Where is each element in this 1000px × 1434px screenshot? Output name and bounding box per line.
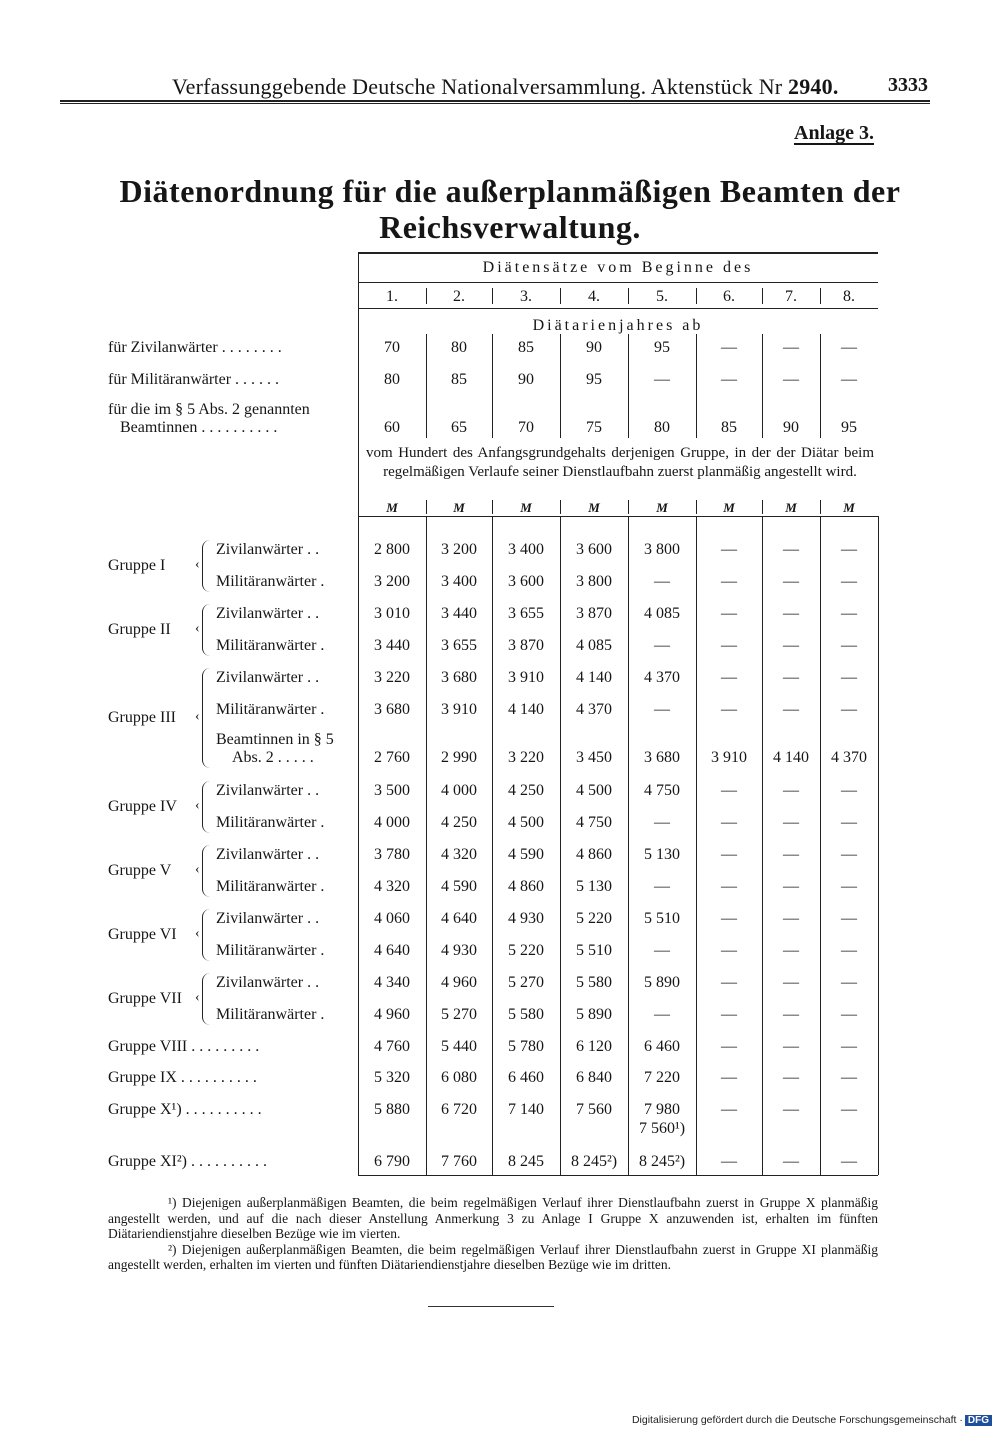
amount-cell: 7 760 xyxy=(441,1153,477,1170)
amount-cell: — xyxy=(783,605,799,622)
group-brace xyxy=(202,973,210,1025)
amount-cell: 3 200 xyxy=(374,573,410,590)
footnote-2: ²) Diejenigen außerplanmäßigen Beamten, die beim regelmäßigen Verlauf ihrer Dienstlaufbahn zuerst in Gruppe XI planmäßig angestellt werden, erhalten im vierten und fünften Diätariendienstjahre dieselben Bezüge wie im dritten. xyxy=(108,1241,878,1272)
amount-cell: — xyxy=(841,814,857,831)
group-label: Gruppe XI²) . . . . . . . . . . xyxy=(108,1153,267,1170)
amount-cell: 8 245²) xyxy=(638,1153,686,1170)
amount-cell: 3 655 xyxy=(508,605,544,622)
col-sep-unit xyxy=(628,500,629,514)
col-sep-head xyxy=(492,288,493,304)
amount-cell: — xyxy=(841,910,857,927)
unit-rule xyxy=(358,516,878,517)
table-top-rule xyxy=(358,252,878,254)
percent-row-label: für Zivilanwärter . . . . . . . . xyxy=(108,339,282,356)
amount-cell: 3 440 xyxy=(441,605,477,622)
amount-cell: — xyxy=(721,1006,737,1023)
amount-cell: — xyxy=(783,782,799,799)
amount-cell: 7 980 xyxy=(644,1101,680,1118)
column-number: 1. xyxy=(386,288,398,305)
amount-cell: 5 270 xyxy=(441,1006,477,1023)
amount-cell: 4 370 xyxy=(576,701,612,718)
amount-cell: 6 120 xyxy=(576,1038,612,1055)
amount-cell: 5 220 xyxy=(508,942,544,959)
amount-cell: — xyxy=(783,1038,799,1055)
percent-value: — xyxy=(783,371,799,388)
group-label: Gruppe III xyxy=(108,709,176,726)
amount-cell: — xyxy=(654,942,670,959)
sub-label: Zivilanwärter . . xyxy=(216,974,320,991)
amount-cell: 8 245 xyxy=(508,1153,544,1170)
amount-cell: — xyxy=(783,701,799,718)
amount-cell: 3 910 xyxy=(508,669,544,686)
amount-cell: 4 960 xyxy=(441,974,477,991)
amount-cell: — xyxy=(654,573,670,590)
amount-cell: 3 200 xyxy=(441,541,477,558)
amount-cell: — xyxy=(783,573,799,590)
amount-cell: — xyxy=(721,1038,737,1055)
brace-point: ‹ xyxy=(195,709,200,724)
table-bottom-rule xyxy=(358,1175,878,1176)
amount-cell: 5 580 xyxy=(508,1006,544,1023)
amount-cell: — xyxy=(721,701,737,718)
unit-symbol: M xyxy=(588,500,600,515)
unit-symbol: M xyxy=(843,500,855,515)
amount-cell: 6 790 xyxy=(374,1153,410,1170)
col-sep-unit xyxy=(492,500,493,514)
group-label: Gruppe VII xyxy=(108,990,182,1007)
amount-cell: — xyxy=(841,1153,857,1170)
percent-value: 75 xyxy=(586,419,602,436)
amount-cell: 5 890 xyxy=(576,1006,612,1023)
col-sep-unit xyxy=(762,500,763,514)
amount-cell: 3 910 xyxy=(711,749,747,766)
amount-cell: 3 680 xyxy=(374,701,410,718)
amount-cell: 5 510 xyxy=(576,942,612,959)
amount-cell-extra: 7 560¹) xyxy=(638,1120,686,1137)
group-label: Gruppe V xyxy=(108,862,172,879)
col-sep-percent xyxy=(560,334,561,438)
amount-cell: 4 250 xyxy=(508,782,544,799)
amount-cell: 4 370 xyxy=(831,749,867,766)
amount-cell: — xyxy=(841,669,857,686)
amount-cell: 4 860 xyxy=(576,846,612,863)
percent-value: 95 xyxy=(586,371,602,388)
sub-label: Zivilanwärter . . xyxy=(216,782,320,799)
amount-cell: 3 220 xyxy=(508,749,544,766)
col-sep-percent xyxy=(628,334,629,438)
percent-value: 90 xyxy=(586,339,602,356)
amount-cell: 3 800 xyxy=(644,541,680,558)
group-brace xyxy=(202,540,210,592)
sub-label: Militäranwärter . xyxy=(216,701,325,718)
amount-cell: — xyxy=(721,814,737,831)
amount-cell: — xyxy=(721,782,737,799)
column-number: 8. xyxy=(843,288,855,305)
group-label: Gruppe VIII . . . . . . . . . xyxy=(108,1038,260,1055)
amount-cell: — xyxy=(721,942,737,959)
amount-cell: 7 560 xyxy=(576,1101,612,1118)
dfg-logo: DFG xyxy=(965,1415,992,1426)
end-rule xyxy=(428,1306,554,1307)
col-sep-unit xyxy=(820,500,821,514)
percent-value: — xyxy=(841,339,857,356)
amount-cell: 3 680 xyxy=(644,749,680,766)
col-sep-body xyxy=(492,516,493,1175)
unit-symbol: M xyxy=(520,500,532,515)
amount-cell: — xyxy=(841,637,857,654)
amount-cell: 4 000 xyxy=(374,814,410,831)
amount-cell: — xyxy=(841,573,857,590)
amount-cell: 4 370 xyxy=(644,669,680,686)
amount-cell: 6 840 xyxy=(576,1069,612,1086)
amount-cell: 3 800 xyxy=(576,573,612,590)
amount-cell: — xyxy=(721,1069,737,1086)
amount-cell: 4 750 xyxy=(644,782,680,799)
sub-label: Zivilanwärter . . xyxy=(216,846,320,863)
percent-row-label: für Militäranwärter . . . . . . xyxy=(108,371,280,388)
percent-value: 85 xyxy=(451,371,467,388)
unit-symbol: M xyxy=(785,500,797,515)
amount-cell: — xyxy=(721,846,737,863)
amount-cell: 4 320 xyxy=(374,878,410,895)
amount-cell: 4 140 xyxy=(508,701,544,718)
amount-cell: 4 340 xyxy=(374,974,410,991)
percent-value: 70 xyxy=(384,339,400,356)
head-rule-1 xyxy=(358,282,878,283)
amount-cell: — xyxy=(654,637,670,654)
amount-cell: — xyxy=(841,605,857,622)
amount-cell: — xyxy=(783,846,799,863)
col-sep-percent xyxy=(492,334,493,438)
amount-cell: — xyxy=(841,1038,857,1055)
amount-cell: 4 085 xyxy=(576,637,612,654)
amount-cell: 3 220 xyxy=(374,669,410,686)
percent-value: 90 xyxy=(518,371,534,388)
amount-cell: — xyxy=(721,637,737,654)
amount-cell: 4 250 xyxy=(441,814,477,831)
amount-cell: 5 440 xyxy=(441,1038,477,1055)
amount-cell: — xyxy=(721,1153,737,1170)
percent-row-label: für die im § 5 Abs. 2 genannten xyxy=(108,401,310,418)
amount-cell: 4 930 xyxy=(441,942,477,959)
col-sep-body xyxy=(628,516,629,1175)
group-label: Gruppe IV xyxy=(108,798,177,815)
brace-point: ‹ xyxy=(195,862,200,877)
group-label: Gruppe X¹) . . . . . . . . . . xyxy=(108,1101,262,1118)
sub-label: Abs. 2 . . . . . xyxy=(232,749,314,766)
col-sep-unit xyxy=(696,500,697,514)
amount-cell: 3 400 xyxy=(508,541,544,558)
percent-value: — xyxy=(721,339,737,356)
sub-label: Zivilanwärter . . xyxy=(216,910,320,927)
footnote-1: ¹) Diejenigen außerplanmäßigen Beamten, die beim regelmäßigen Verlauf ihrer Dienstlaufbahn zuerst in Gruppe X planmäßig angestellt werden, und auf die nach dieser Anstellung Anmerkung 3 zu Anlage I Gruppe X anzuwenden ist, erhalten im fünften Diätariendienstjahre dieselben Bezüge wie im vierten. xyxy=(108,1195,878,1241)
page-title-line1: Diätenordnung für die außerplanmäßigen Beamten der xyxy=(119,173,901,209)
brace-point: ‹ xyxy=(195,621,200,636)
amount-cell: 4 500 xyxy=(508,814,544,831)
amount-cell: 3 780 xyxy=(374,846,410,863)
amount-cell: 3 440 xyxy=(374,637,410,654)
percent-note: vom Hundert des Anfangsgrundgehalts derjenigen Gruppe, in der der Diätar beim regelmäßigen Verlaufe seiner Dienstlaufbahn zuerst planmäßig angestellt wird. xyxy=(366,445,874,480)
doc-number: 2940. xyxy=(788,74,839,99)
amount-cell: — xyxy=(721,605,737,622)
percent-value: — xyxy=(654,371,670,388)
amount-cell: 3 910 xyxy=(441,701,477,718)
amount-cell: — xyxy=(783,974,799,991)
col-sep-percent xyxy=(426,334,427,438)
amount-cell: — xyxy=(783,1006,799,1023)
amount-cell: 3 600 xyxy=(576,541,612,558)
amount-cell: — xyxy=(783,1069,799,1086)
sub-label: Zivilanwärter . . xyxy=(216,669,320,686)
group-brace xyxy=(202,909,210,961)
amount-cell: — xyxy=(721,974,737,991)
amount-cell: — xyxy=(841,846,857,863)
amount-cell: 5 510 xyxy=(644,910,680,927)
amount-cell: — xyxy=(841,1006,857,1023)
percent-value: — xyxy=(783,339,799,356)
percent-value: 95 xyxy=(841,419,857,436)
amount-cell: 4 960 xyxy=(374,1006,410,1023)
amount-cell: — xyxy=(783,541,799,558)
footnotes xyxy=(108,1195,878,1273)
amount-cell: — xyxy=(783,669,799,686)
sub-label: Militäranwärter . xyxy=(216,942,325,959)
percent-value: 80 xyxy=(451,339,467,356)
amount-cell: 5 130 xyxy=(576,878,612,895)
page-header xyxy=(60,66,930,100)
amount-cell: — xyxy=(721,1101,737,1118)
amount-cell: 3 870 xyxy=(576,605,612,622)
amount-cell: — xyxy=(654,701,670,718)
brace-point: ‹ xyxy=(195,557,200,572)
amount-cell: 5 890 xyxy=(644,974,680,991)
group-brace xyxy=(202,604,210,656)
page-title-line2: Reichsverwaltung. xyxy=(379,209,641,245)
percent-row-label: Beamtinnen . . . . . . . . . . xyxy=(120,419,278,436)
percent-value: 95 xyxy=(654,339,670,356)
sub-label: Zivilanwärter . . xyxy=(216,541,320,558)
amount-cell: 4 320 xyxy=(441,846,477,863)
amount-cell: 2 760 xyxy=(374,749,410,766)
column-number: 3. xyxy=(520,288,532,305)
sub-label: Zivilanwärter . . xyxy=(216,605,320,622)
head-rule-2 xyxy=(358,308,878,309)
amount-cell: — xyxy=(841,782,857,799)
amount-cell: 3 450 xyxy=(576,749,612,766)
dfg-credit: Digitalisierung gefördert durch die Deutsche Forschungsgemeinschaft · DFG xyxy=(632,1414,992,1426)
amount-cell: — xyxy=(841,701,857,718)
amount-cell: 3 680 xyxy=(441,669,477,686)
group-label: Gruppe II xyxy=(108,621,171,638)
group-label: Gruppe IX . . . . . . . . . . xyxy=(108,1069,257,1086)
brace-point: ‹ xyxy=(195,926,200,941)
amount-cell: 6 460 xyxy=(644,1038,680,1055)
percent-value: 80 xyxy=(384,371,400,388)
amount-cell: 6 080 xyxy=(441,1069,477,1086)
unit-symbol: M xyxy=(386,500,398,515)
amount-cell: 5 320 xyxy=(374,1069,410,1086)
amount-cell: 3 010 xyxy=(374,605,410,622)
col-sep-percent xyxy=(696,334,697,438)
diet-table xyxy=(100,250,880,1175)
column-number: 5. xyxy=(656,288,668,305)
group-label: Gruppe VI xyxy=(108,926,177,943)
amount-cell: 4 640 xyxy=(374,942,410,959)
header-rule xyxy=(60,100,930,104)
amount-cell: 3 655 xyxy=(441,637,477,654)
amount-cell: 4 760 xyxy=(374,1038,410,1055)
amount-cell: — xyxy=(783,637,799,654)
annex-label: Anlage 3. xyxy=(794,122,874,144)
amount-cell: — xyxy=(841,541,857,558)
column-number: 2. xyxy=(453,288,465,305)
group-brace xyxy=(202,781,210,833)
brace-point: ‹ xyxy=(195,798,200,813)
amount-cell: — xyxy=(721,878,737,895)
amount-cell: — xyxy=(783,878,799,895)
amount-cell: — xyxy=(654,814,670,831)
unit-symbol: M xyxy=(656,500,668,515)
amount-cell: — xyxy=(721,573,737,590)
sub-label: Militäranwärter . xyxy=(216,1006,325,1023)
brace-point: ‹ xyxy=(195,990,200,1005)
amount-cell: 4 750 xyxy=(576,814,612,831)
group-brace xyxy=(202,845,210,897)
amount-cell: — xyxy=(783,942,799,959)
amount-cell: — xyxy=(721,541,737,558)
sub-label: Militäranwärter . xyxy=(216,637,325,654)
amount-cell: — xyxy=(654,878,670,895)
amount-cell: 3 600 xyxy=(508,573,544,590)
unit-symbol: M xyxy=(723,500,735,515)
col-sep-head xyxy=(426,288,427,304)
amount-cell: 4 000 xyxy=(441,782,477,799)
group-brace xyxy=(202,668,210,768)
amount-cell: — xyxy=(841,1069,857,1086)
head-sub: Diätarienjahres ab xyxy=(532,317,704,334)
amount-cell: 5 270 xyxy=(508,974,544,991)
amount-cell: — xyxy=(654,1006,670,1023)
amount-cell: — xyxy=(721,910,737,927)
percent-value: 85 xyxy=(721,419,737,436)
col-sep-head xyxy=(628,288,629,304)
percent-value: 90 xyxy=(783,419,799,436)
amount-cell: 4 085 xyxy=(644,605,680,622)
sub-label: Militäranwärter . xyxy=(216,573,325,590)
percent-value: — xyxy=(721,371,737,388)
col-sep-body xyxy=(560,516,561,1175)
amount-cell: 4 060 xyxy=(374,910,410,927)
percent-value: 60 xyxy=(384,419,400,436)
col-sep-unit xyxy=(426,500,427,514)
amount-cell: 2 990 xyxy=(441,749,477,766)
group-label: Gruppe I xyxy=(108,557,166,574)
amount-cell: 3 400 xyxy=(441,573,477,590)
amount-cell: — xyxy=(783,814,799,831)
amount-cell: 6 460 xyxy=(508,1069,544,1086)
percent-value: 65 xyxy=(451,419,467,436)
amount-cell: 4 640 xyxy=(441,910,477,927)
amount-cell: 4 590 xyxy=(508,846,544,863)
amount-cell: — xyxy=(783,1153,799,1170)
amount-cell: 2 800 xyxy=(374,541,410,558)
column-number: 4. xyxy=(588,288,600,305)
col-sep-head xyxy=(696,288,697,304)
col-sep-percent xyxy=(762,334,763,438)
column-number: 7. xyxy=(785,288,797,305)
col-sep-unit xyxy=(560,500,561,514)
amount-cell: 8 245²) xyxy=(570,1153,618,1170)
amount-cell: — xyxy=(841,974,857,991)
amount-cell: 4 140 xyxy=(576,669,612,686)
column-number: 6. xyxy=(723,288,735,305)
head-top: Diätensätze vom Beginne des xyxy=(482,259,754,276)
amount-cell: 5 220 xyxy=(576,910,612,927)
amount-cell: 5 130 xyxy=(644,846,680,863)
sub-label: Militäranwärter . xyxy=(216,814,325,831)
col-sep-head xyxy=(762,288,763,304)
percent-value: 70 xyxy=(518,419,534,436)
unit-symbol: M xyxy=(453,500,465,515)
amount-cell: — xyxy=(841,878,857,895)
amount-cell: 7 140 xyxy=(508,1101,544,1118)
amount-cell: 4 140 xyxy=(773,749,809,766)
col-sep-percent xyxy=(820,334,821,438)
col-sep-head xyxy=(560,288,561,304)
amount-cell: 5 880 xyxy=(374,1101,410,1118)
amount-cell: 3 500 xyxy=(374,782,410,799)
amount-cell: 4 930 xyxy=(508,910,544,927)
percent-value: 85 xyxy=(518,339,534,356)
amount-cell: — xyxy=(841,942,857,959)
amount-cell: 3 870 xyxy=(508,637,544,654)
amount-cell: 4 860 xyxy=(508,878,544,895)
percent-value: 80 xyxy=(654,419,670,436)
amount-cell: 4 590 xyxy=(441,878,477,895)
amount-cell: 5 580 xyxy=(576,974,612,991)
amount-cell: — xyxy=(783,910,799,927)
col-sep-head xyxy=(820,288,821,304)
sub-label: Militäranwärter . xyxy=(216,878,325,895)
label-column-rule xyxy=(358,252,359,1175)
running-title: Verfassunggebende Deutsche Nationalversammlung. Aktenstück Nr 2940. xyxy=(172,74,839,99)
amount-cell: 4 500 xyxy=(576,782,612,799)
amount-cell: — xyxy=(841,1101,857,1118)
percent-value: — xyxy=(841,371,857,388)
amount-cell: — xyxy=(783,1101,799,1118)
amount-cell: 7 220 xyxy=(644,1069,680,1086)
amount-cell: — xyxy=(721,669,737,686)
page-number: 3333 xyxy=(888,74,928,96)
sub-label: Beamtinnen in § 5 xyxy=(216,731,334,748)
amount-cell: 5 780 xyxy=(508,1038,544,1055)
amount-cell: 6 720 xyxy=(441,1101,477,1118)
